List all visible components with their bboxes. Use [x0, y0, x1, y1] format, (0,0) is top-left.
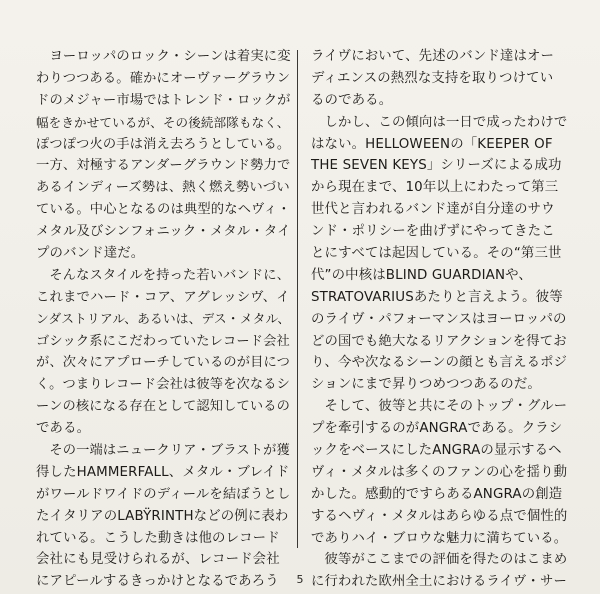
text-line: 会社にも見受けられるが、レコード会社	[36, 552, 280, 568]
text-line: でありハイ・ブロウな魅力に満ちている。	[311, 530, 568, 546]
text-line: これまでハード・コア、アグレッシヴ、イ	[36, 289, 290, 305]
text-line: れている。こうした動きは他のレコード	[36, 530, 280, 546]
text-line: ックをベースにしたANGRAの显示するヘ	[311, 443, 562, 459]
text-line: あるインディーズ勢は、熱く燃え勢いづい	[36, 180, 290, 196]
text-line: く。つまりレコード会社は彼等を次なるシ	[36, 377, 291, 393]
text-line: ぽつぽつ火の手は消え去ろうとしている。	[36, 136, 291, 152]
text-line: ライヴにおいて、先述のバンド達はオー	[311, 49, 555, 64]
text-line: とにすべては起因している。その“第三世	[311, 246, 562, 262]
text-line: ヴィ・メタルは多くのファンの心を揺り動	[311, 464, 568, 480]
column-divider	[297, 50, 298, 548]
left-text-column	[36, 46, 290, 593]
text-line: その一端はニュークリア・ブラストが獲	[36, 443, 290, 459]
text-line: り、今や次なるシーンの顔とも言えるポジ	[311, 355, 568, 371]
text-line: である。	[36, 421, 91, 437]
text-line: ディエンスの熱烈な支持を取りつけてい	[311, 70, 554, 86]
text-line: そして、彼等と共にそのトップ・グルー	[311, 399, 568, 415]
text-line: るのである。	[311, 92, 393, 108]
text-line: がワールドワイドのディールを結ぼうとし	[36, 486, 291, 502]
text-line: STRATOVARIUSあたりと言えよう。彼等	[311, 289, 563, 305]
text-line: 世代と言われるバンド達が自分達のサウ	[311, 202, 555, 218]
text-line: ンド・ポリシーを曲げずにやってきたこ	[311, 224, 555, 240]
page-number: 5	[296, 573, 304, 586]
text-line: 一方、対極するアンダーグラウンド勢力で	[36, 158, 291, 174]
text-line: THE SEVEN KEYS」シリーズによる成功	[311, 158, 562, 174]
text-line: 幅をきかせているが、その後続部隊もなく、	[36, 114, 290, 130]
text-line: に行われた欧州全土におけるライヴ・サー	[311, 574, 567, 590]
text-line: 彼等がここまでの評価を得たのはこまめ	[311, 552, 568, 568]
text-line: にアピールするきっかけとなるであろう	[36, 574, 279, 590]
text-line: が、次々にアプローチしているのが目につ	[36, 355, 291, 371]
text-line: ヨーロッパのロック・シーンは着実に変	[36, 49, 291, 64]
text-line: 代”の中核はBLIND GUARDIANや、	[311, 267, 532, 283]
text-line: ドのメジャー市場ではトレンド・ロックが	[36, 92, 291, 108]
text-line: 得したHAMMERFALL、メタル・ブレイド	[36, 464, 290, 480]
text-line: はない。HELLOWEENの「KEEPER OF	[311, 136, 553, 152]
text-line: ンダストリアル、あるいは、デス・メタル、	[36, 311, 291, 327]
text-line: プを牽引するのがANGRAである。クラシ	[311, 421, 563, 437]
text-line: ーンの核になる存在として認知しているの	[36, 399, 291, 415]
text-line: そんなスタイルを持った若いバンドに、	[36, 267, 291, 283]
text-line: ゴシック系にこだわっていたレコード会社	[36, 333, 290, 349]
text-line: メタル及びシンフォニック・メタル・タイ	[36, 224, 291, 240]
text-line: のライヴ・パフォーマンスはヨーロッパの	[311, 311, 567, 327]
text-line: わりつつある。確かにオーヴァーグラウン	[36, 70, 291, 86]
text-line: プのバンド達だ。	[36, 246, 145, 262]
text-line: たイタリアのLABŸRINTHなどの例に表わ	[36, 508, 289, 524]
text-line: ている。中心となるのは典型的なヘヴィ・	[36, 202, 291, 218]
right-text-column	[311, 46, 567, 593]
text-line: どの国でも絶大なるリアクションを得てお	[311, 333, 567, 349]
text-line: かした。感動的ですらあるANGRAの創造	[311, 486, 563, 502]
text-line: しかし、この傾向は一日で成ったわけで	[311, 114, 568, 130]
text-line: から現在まで、10年以上にわたって第三	[311, 180, 559, 196]
text-line: するヘヴィ・メタルはあらゆる点で個性的	[311, 508, 568, 524]
text-line: ションにまで昇りつめつつあるのだ。	[311, 377, 541, 393]
